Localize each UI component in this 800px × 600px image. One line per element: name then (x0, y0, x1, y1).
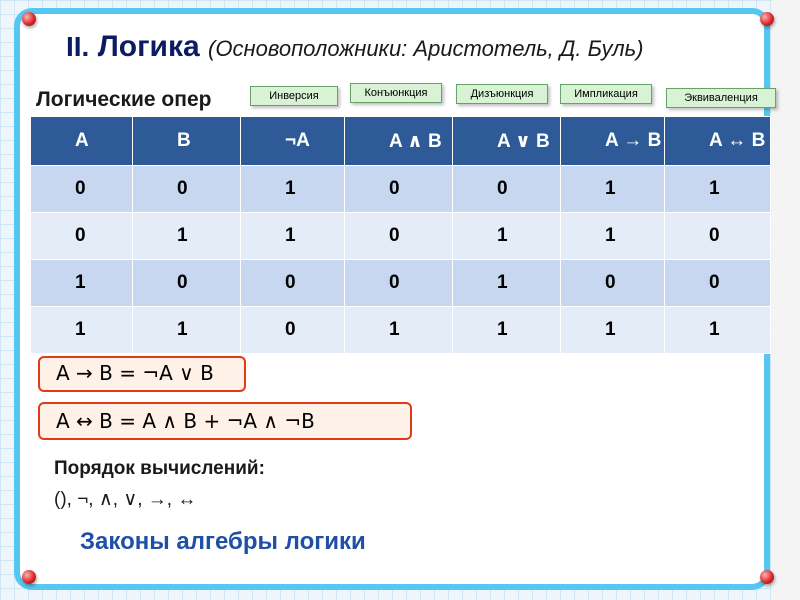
title-number: II. (66, 31, 90, 62)
table-cell: 0 (133, 166, 241, 213)
tag-implication: Импликация (560, 84, 652, 104)
table-row (31, 213, 771, 260)
table-cell: 0 (241, 260, 345, 307)
table-cell: 0 (665, 260, 771, 307)
table-cell: 1 (241, 213, 345, 260)
order-title: Порядок вычислений: (54, 458, 265, 479)
table-cell: 0 (453, 166, 561, 213)
tag-disjunction: Дизъюнкция (456, 84, 548, 104)
table-cell: 0 (345, 213, 453, 260)
table-header-row (31, 117, 771, 166)
page-title (66, 30, 706, 66)
column-header: A ∧ B (345, 117, 453, 166)
pin-icon (22, 570, 36, 584)
order-operations: (), ¬, ∧, ∨, →, ↔ (54, 489, 197, 510)
table-row (31, 307, 771, 354)
table-cell: 1 (453, 260, 561, 307)
table-cell: 1 (345, 307, 453, 354)
column-header: A ↔ B (665, 117, 771, 166)
scrollbar-strip (772, 0, 800, 600)
table-row (31, 166, 771, 213)
pin-icon (760, 12, 774, 26)
column-header: A (31, 117, 133, 166)
pin-icon (760, 570, 774, 584)
table-cell: 0 (345, 260, 453, 307)
table-cell: 1 (453, 307, 561, 354)
section-subtitle: Логические опер (36, 88, 212, 111)
laws-link[interactable]: Законы алгебры логики (80, 528, 366, 555)
implication-formula: A → B = ¬A ∨ B (38, 356, 246, 392)
table-cell: 1 (31, 307, 133, 354)
table-cell: 0 (561, 260, 665, 307)
table-cell: 1 (561, 166, 665, 213)
equivalence-formula: A ↔ B = A ∧ B + ¬A ∧ ¬B (38, 402, 412, 440)
table-cell: 1 (561, 213, 665, 260)
table-cell: 1 (241, 166, 345, 213)
table-cell: 0 (241, 307, 345, 354)
column-header: B (133, 117, 241, 166)
table-row (31, 260, 771, 307)
table-cell: 1 (665, 166, 771, 213)
tag-equivalence: Эквиваленция (666, 88, 776, 108)
column-header: A ∨ B (453, 117, 561, 166)
table-cell: 1 (561, 307, 665, 354)
table-cell: 0 (31, 213, 133, 260)
table-cell: 1 (665, 307, 771, 354)
tag-inversion: Инверсия (250, 86, 338, 106)
table-cell: 1 (453, 213, 561, 260)
pin-icon (22, 12, 36, 26)
column-header: ¬A (241, 117, 345, 166)
table-cell: 0 (665, 213, 771, 260)
table-cell: 0 (345, 166, 453, 213)
title-founders: (Основоположники: Аристотель, Д. Буль) (208, 36, 644, 61)
column-header: A → B (561, 117, 665, 166)
table-cell: 1 (133, 307, 241, 354)
table-cell: 1 (133, 213, 241, 260)
table-cell: 0 (31, 166, 133, 213)
table-cell: 1 (31, 260, 133, 307)
title-main: Логика (97, 30, 200, 63)
table-cell: 0 (133, 260, 241, 307)
truth-table (30, 116, 771, 354)
tag-conjunction: Конъюнкция (350, 83, 442, 103)
